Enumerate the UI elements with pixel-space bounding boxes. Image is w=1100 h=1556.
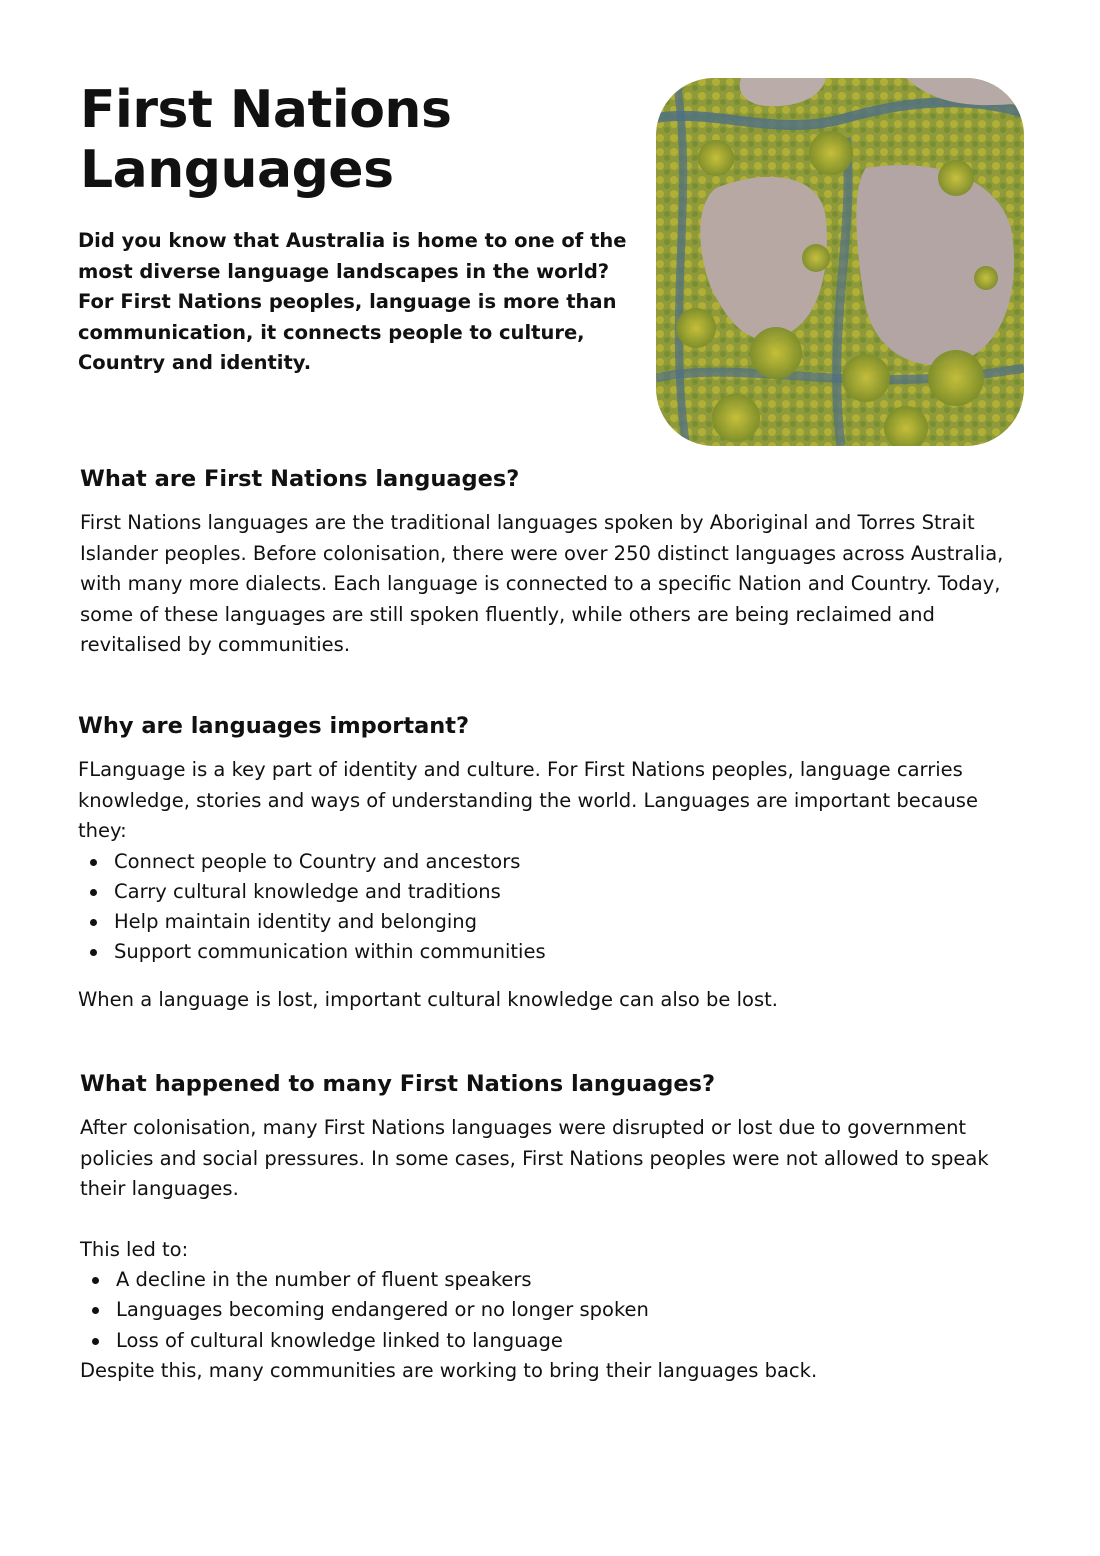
- intro-paragraph: Did you know that Australia is home to one of the most diverse language landscapes in the world? For First Nations peoples, language is more than communication, it connects people to culture, Country and identity.: [78, 229, 627, 374]
- list-item: Carry cultural knowledge and traditions: [78, 877, 1028, 907]
- section-heading: What are First Nations languages?: [80, 466, 520, 492]
- list-item: Support communication within communities: [78, 937, 1028, 967]
- section-why-important: [78, 711, 1028, 1015]
- section-closing: Despite this, many communities are working to bring their languages back.: [80, 1358, 818, 1382]
- list-item: Connect people to Country and ancestors: [78, 847, 1028, 877]
- bullet-icon: [90, 859, 97, 866]
- bullet-icon: [92, 1338, 99, 1345]
- section-heading: Why are languages important?: [78, 713, 470, 739]
- section-body: First Nations languages are the traditional languages spoken by Aboriginal and Torres Strait Islander peoples. Before colonisation, there were over 250 distinct languages across Australia, with many more dialects. Each language is connected to a specific Nation and Country. Today, some of these languages are still spoken fluently, while others are being reclaimed and revitalised by communities.: [80, 511, 1004, 656]
- bullet-icon: [90, 949, 97, 956]
- page-title: First Nations Languages: [80, 80, 452, 200]
- bullet-icon: [92, 1307, 99, 1314]
- bullet-icon: [90, 919, 97, 926]
- section-body: FLanguage is a key part of identity and culture. For First Nations peoples, language carries knowledge, stories and ways of understanding the world. Languages are important because they:: [78, 758, 978, 842]
- bullet-icon: [90, 889, 97, 896]
- section-what-happened: [80, 1069, 1030, 1386]
- section-what-are-languages: [80, 464, 1030, 661]
- section-heading: What happened to many First Nations languages?: [80, 1071, 716, 1097]
- list-item: Languages becoming endangered or no longer spoken: [80, 1295, 1030, 1325]
- section-closing: When a language is lost, important cultural knowledge can also be lost.: [78, 987, 778, 1011]
- list-item: Loss of cultural knowledge linked to language: [80, 1326, 1030, 1356]
- aerial-wetland-photo: [656, 78, 1024, 446]
- bullet-icon: [92, 1277, 99, 1284]
- bullet-list: [80, 1265, 1030, 1356]
- list-item: Help maintain identity and belonging: [78, 907, 1028, 937]
- section-lead: This led to:: [80, 1237, 189, 1261]
- aerial-wetland-photo-icon: [656, 78, 1024, 446]
- section-body: After colonisation, many First Nations languages were disrupted or lost due to government policies and social pressures. In some cases, First Nations peoples were not allowed to speak their languages.: [80, 1116, 989, 1200]
- bullet-list: [78, 847, 1028, 968]
- list-item: A decline in the number of fluent speakers: [80, 1265, 1030, 1295]
